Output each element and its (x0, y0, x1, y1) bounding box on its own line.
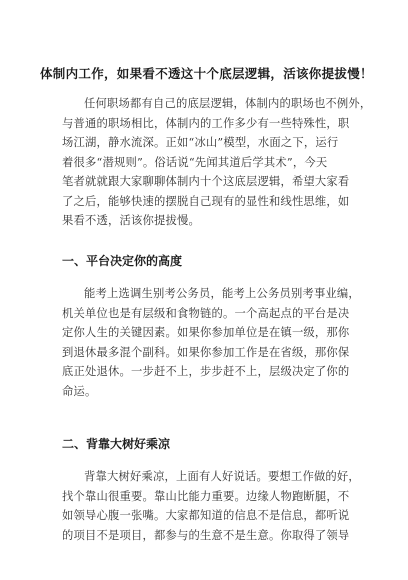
paragraph-line: 能考上选调生别考公务员，能考上公务员别考事业编， (84, 287, 360, 300)
section-2-paragraph (62, 467, 362, 545)
document-title: 体制内工作，如果看不透这十个底层逻辑，活该你提拔慢！ (40, 66, 373, 81)
section-1-paragraph (62, 284, 362, 401)
paragraph-line: 场江湖，静水流深。正如“冰山”模型，水面之下，运行 (62, 136, 339, 149)
paragraph-line: 定你人生的关键因素。如果你参加单位是在镇一级，那你 (62, 326, 350, 339)
paragraph-line: 底正处退休。一步赶不上，步步赶不上，层级决定了你的 (62, 365, 350, 378)
paragraph-line: 了之后，能够快速的摆脱自己现有的显性和线性思维，如 (62, 194, 350, 208)
paragraph-line: 找个靠山很重要。靠山比能力重要。边缘人物跑断腿，不 (62, 489, 350, 503)
paragraph-line: 与普通的职场相比，体制内的工作多少有一些特殊性，职 (62, 116, 350, 130)
paragraph-line: 果看不透，活该你提拔慢。 (62, 214, 200, 227)
intro-paragraph (62, 94, 372, 231)
paragraph-line: 着很多“潜规则”。俗话说“先闻其道后学其术”，今天 (62, 155, 328, 169)
paragraph-line: 命运。 (62, 384, 97, 398)
paragraph-line: 笔者就就跟大家聊聊体制内十个这底层逻辑，希望大家看 (62, 175, 350, 188)
paragraph-line: 背靠大树好乘凉，上面有人好说话。要想工作做的好， (84, 470, 360, 483)
paragraph-line: 任何职场都有自己的底层逻辑，体制内的职场也不例外， (84, 97, 372, 110)
paragraph-line: 如领导心腹一张嘴。大家都知道的信息不是信息，都听说 (62, 509, 350, 522)
paragraph-line: 到退休最多混个副科。如果你参加工作是在省级，那你保 (62, 345, 350, 359)
paragraph-line: 机关单位也是有层级和食物链的。一个高起点的平台是决 (62, 306, 350, 320)
paragraph-line: 的项目不是项目，都参与的生意不是生意。你取得了领导 (62, 528, 350, 542)
section-heading-2: 二、背靠大树好乘凉 (62, 437, 171, 451)
section-heading-1: 一、平台决定你的高度 (62, 254, 183, 268)
